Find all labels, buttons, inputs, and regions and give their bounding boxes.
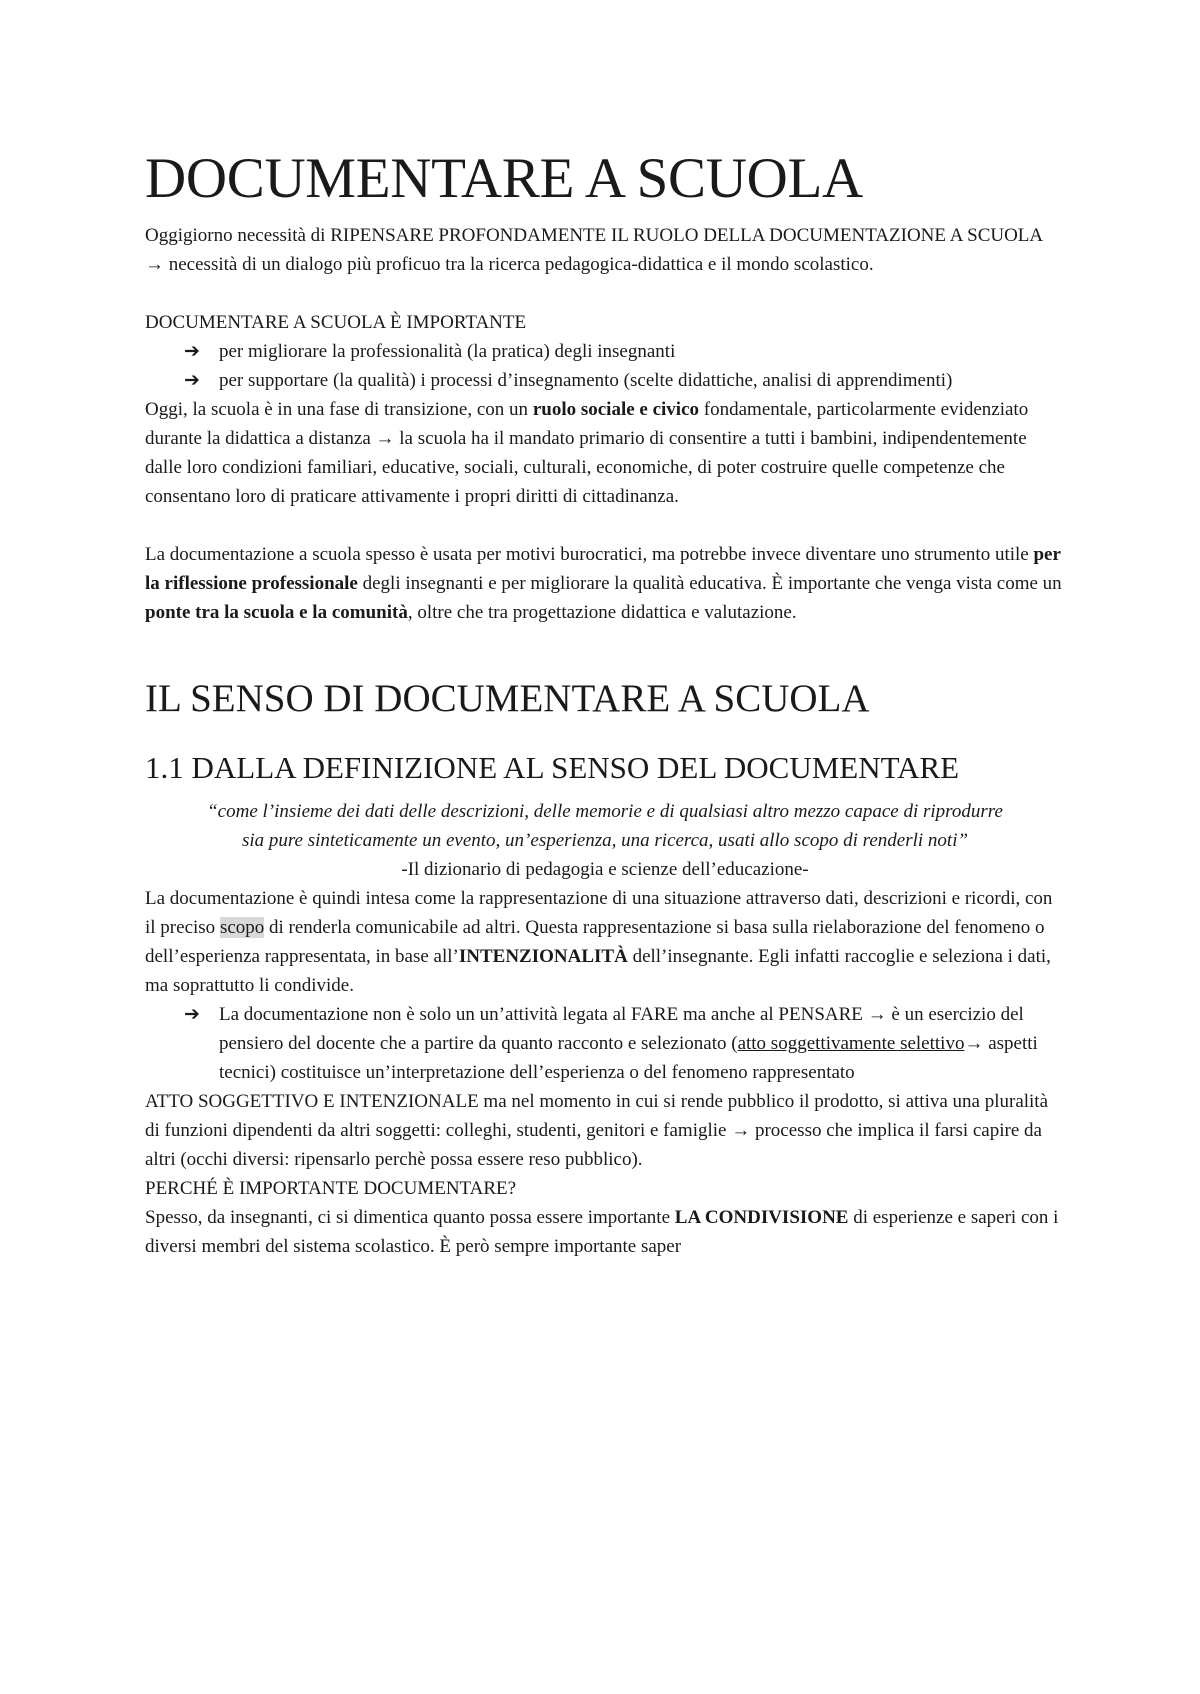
list-item-text: per migliorare la professionalità (la pratica) degli insegnanti bbox=[219, 341, 676, 362]
highlighted-word: scopo bbox=[219, 917, 265, 938]
quote-source: -Il dizionario di pedagogia e scienze dell’educazione- bbox=[401, 859, 809, 880]
subjective-act-paragraph bbox=[145, 1087, 1065, 1174]
spacer bbox=[145, 279, 1065, 308]
text-run: di esperienze e saperi con i diversi membri del sistema scolastico. È però sempre importante saper bbox=[145, 1207, 1059, 1257]
text-run: Oggigiorno necessità di RIPENSARE PROFONDAMENTE IL RUOLO DELLA DOCUMENTAZIONE A SCUOLA → necessità di un dialogo più proficuo tra la ricerca pedagogica-didattica e il mondo scolastico. bbox=[145, 225, 1043, 275]
intro-paragraph bbox=[145, 221, 1065, 279]
why-heading: PERCHÉ È IMPORTANTE DOCUMENTARE? bbox=[145, 1178, 517, 1199]
arrow-bullet-icon: ➔ bbox=[184, 370, 200, 391]
text-run: ATTO SOGGETTIVO E INTENZIONALE ma nel momento in cui si rende pubblico il prodotto, si attiva una pluralità di funzioni dipendenti da altri soggetti: colleghi, studenti, genitori e famiglie → processo che implica il farsi capire da altri (occhi diversi: ripensarlo perchè possa essere reso pubblico). bbox=[145, 1091, 1049, 1170]
text-run: La documentazione è quindi intesa come la rappresentazione di una situazione attraverso dati, descrizioni e ricordi, con il preciso bbox=[145, 888, 1053, 938]
document-title: DOCUMENTARE A SCUOLA bbox=[145, 147, 863, 210]
bold-text: INTENZIONALITÀ bbox=[458, 946, 628, 967]
list-item bbox=[145, 366, 1065, 395]
documentation-use-paragraph bbox=[145, 540, 1065, 627]
text-run: Spesso, da insegnanti, ci si dimentica quanto possa essere importante bbox=[145, 1207, 675, 1228]
text-run: degli insegnanti e per migliorare la qualità educativa. È importante che venga vista come un bbox=[357, 573, 1062, 594]
important-heading: DOCUMENTARE A SCUOLA È IMPORTANTE bbox=[145, 312, 527, 333]
sharing-paragraph bbox=[145, 1203, 1065, 1261]
representation-paragraph bbox=[145, 884, 1065, 1000]
list-item bbox=[145, 1000, 1065, 1087]
list-item-text bbox=[219, 1004, 1038, 1083]
text-run: La documentazione non è solo un un’attività legata al FARE ma anche al PENSARE → è un esercizio del pensiero del docente che a partire da quanto racconto e selezionato ( bbox=[219, 1004, 1024, 1054]
arrow-bullet-icon: ➔ bbox=[184, 1004, 200, 1025]
list-item bbox=[145, 337, 1065, 366]
document-body bbox=[145, 147, 1065, 1261]
thinking-list bbox=[145, 1000, 1065, 1087]
text-run: di renderla comunicabile ad altri. Questa rappresentazione si basa sulla rielaborazione del fenomeno o dell’esperienza rappresentata, in base all’ bbox=[145, 917, 1045, 967]
text-run: Oggi, la scuola è in una fase di transizione, con un bbox=[145, 399, 533, 420]
text-run: → aspetti tecnici) costituisce un’interpretazione dell’esperienza o del fenomeno rappresentato bbox=[219, 1033, 1038, 1083]
spacer bbox=[145, 511, 1065, 540]
importance-list bbox=[145, 337, 1065, 395]
text-run: fondamentale, particolarmente evidenziato durante la didattica a distanza → la scuola ha il mandato primario di consentire a tutti i bambini, indipendentemente dalle loro condizioni familiari, educative, sociali, culturali, economiche, di poter costruire quelle competenze che consentano loro di praticare attivamente i propri diritti di cittadinanza. bbox=[145, 399, 1029, 507]
text-run: La documentazione a scuola spesso è usata per motivi burocratici, ma potrebbe invece diventare uno strumento utile bbox=[145, 544, 1034, 565]
list-item-text: per supportare (la qualità) i processi d’insegnamento (scelte didattiche, analisi di apprendimenti) bbox=[219, 370, 953, 391]
text-run: , oltre che tra progettazione didattica e valutazione. bbox=[407, 602, 797, 623]
subsection-heading: 1.1 DALLA DEFINIZIONE AL SENSO DEL DOCUMENTARE bbox=[145, 750, 960, 785]
definition-quote: “come l’insieme dei dati delle descrizioni, delle memorie e di qualsiasi altro mezzo capace di riprodurre sia pure sinteticamente un evento, un’esperienza, una ricerca, usati allo scopo di renderli noti” bbox=[207, 801, 1003, 851]
section-heading: IL SENSO DI DOCUMENTARE A SCUOLA bbox=[145, 677, 870, 720]
bold-text: ruolo sociale e civico bbox=[532, 399, 700, 420]
bold-text: ponte tra la scuola e la comunità bbox=[145, 602, 408, 623]
underlined-text: atto soggettivamente selettivo bbox=[737, 1033, 965, 1054]
arrow-bullet-icon: ➔ bbox=[184, 341, 200, 362]
text-run: dell’insegnante. Egli infatti raccoglie e seleziona i dati, ma soprattutto li condivide. bbox=[145, 946, 1051, 996]
bold-text: per la riflessione professionale bbox=[145, 544, 1061, 594]
school-transition-paragraph bbox=[145, 395, 1065, 511]
bold-text: LA CONDIVISIONE bbox=[674, 1207, 849, 1228]
